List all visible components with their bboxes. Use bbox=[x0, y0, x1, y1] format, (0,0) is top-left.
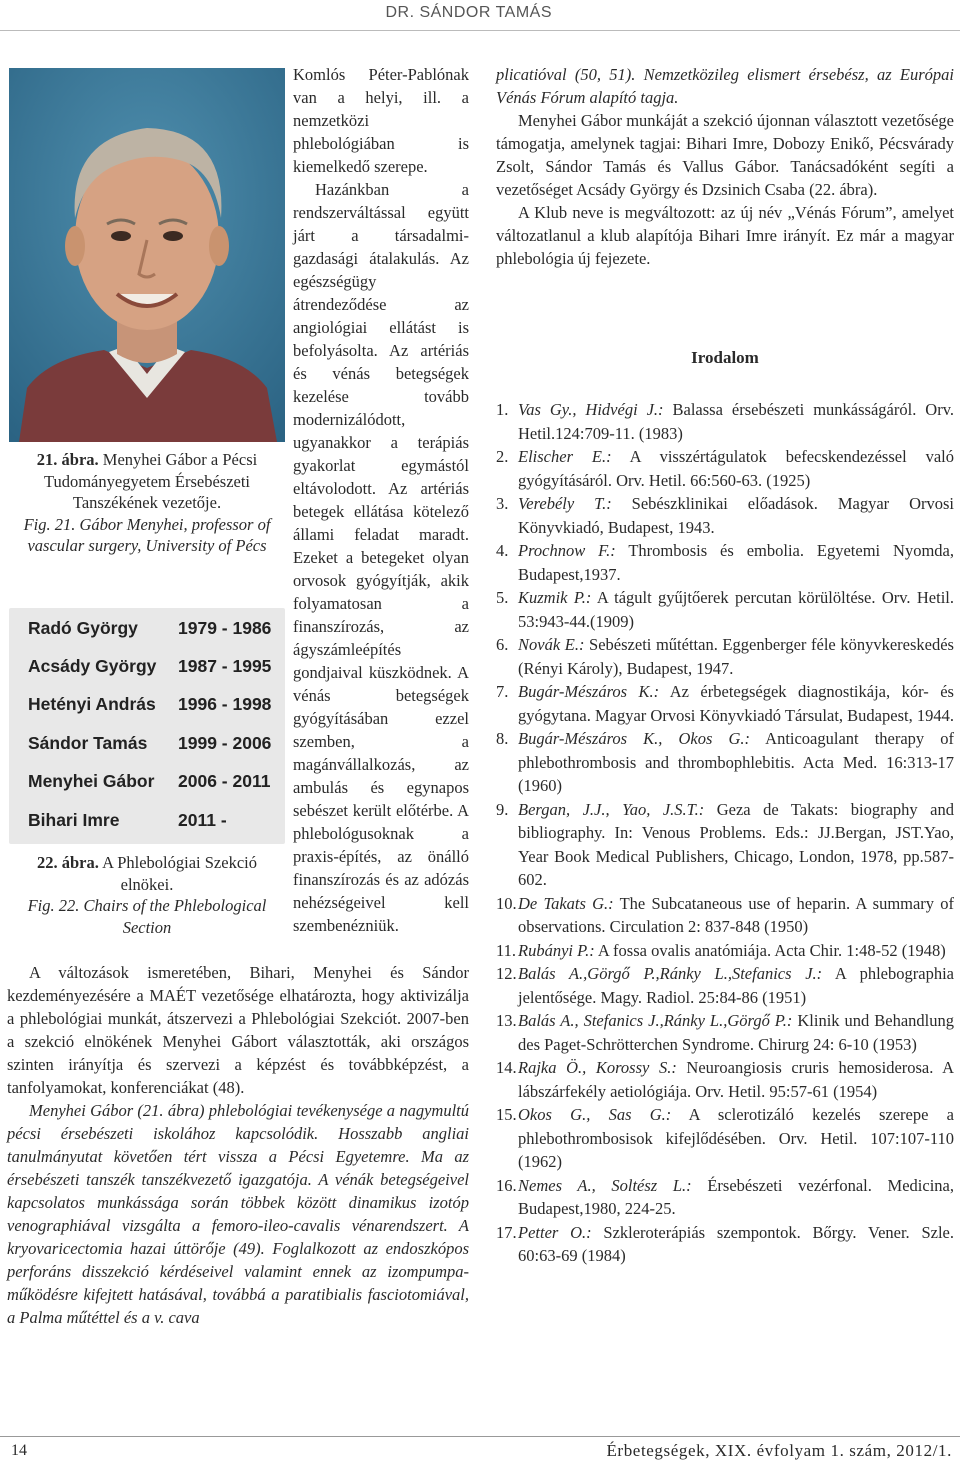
reference-number: 2. bbox=[496, 447, 509, 466]
chair-name: Radó György bbox=[28, 618, 138, 638]
reference-text: Érsebészeti vezérfonal. Medicina, Budapest,1980, 224-25. bbox=[518, 1175, 954, 1218]
reference-author: Petter O.: bbox=[518, 1222, 592, 1242]
chairs-table bbox=[9, 608, 285, 844]
reference-author: Kuzmik P.: bbox=[518, 588, 592, 607]
figure-22-text-hu: A Phlebológiai Szekció elnökei. bbox=[102, 853, 257, 894]
chair-name: Bihari Imre bbox=[28, 810, 120, 830]
reference-author: Elischer E.: bbox=[518, 447, 612, 466]
figure-22-label-en: Fig. 22. bbox=[27, 896, 80, 915]
figure-21-label-en: Fig. 21. bbox=[23, 514, 76, 534]
figure-21-text-hu: Menyhei Gábor a Pécsi Tudományegyetem Érsebészeti Tanszékének vezetője. bbox=[43, 450, 258, 512]
references-list bbox=[496, 398, 954, 1268]
reference-item bbox=[496, 1056, 954, 1103]
reference-item bbox=[496, 962, 954, 1009]
reference-number: 8. bbox=[496, 729, 509, 748]
chair-years: 1999 - 2006 bbox=[178, 733, 272, 753]
reference-item bbox=[496, 680, 954, 727]
reference-author: Balás A.,Görgő P.,Ránky L.,Stefanics J.: bbox=[518, 964, 823, 983]
chair-years: 1979 - 1986 bbox=[178, 618, 272, 638]
reference-number: 9. bbox=[496, 799, 509, 819]
reference-text: The Subcataneous use of heparin. A summary of observations. Circulation 2: 837-848 (1950) bbox=[518, 893, 955, 936]
reference-number: 6. bbox=[496, 635, 509, 654]
reference-author: Bugár-Mészáros K., Okos G.: bbox=[518, 729, 750, 748]
figure-21-label-hu: 21. ábra. bbox=[36, 450, 99, 469]
paragraph: A változások ismeretében, Bihari, Menyhei és Sándor kezdeményezésére a MAÉT vezetősége elhatározta, hogy aktivizálja a phlebológiai munkát, átszervezi a Phlebológiai Szekciót. 2007-ben a szekció elnökének Menyhei Gábort választották, aki országos szinten irányítja és szervezi a képzést és továbbképzést, a tanfolyamokat, konferenciákat (48). bbox=[7, 963, 469, 1097]
reference-item bbox=[496, 892, 954, 939]
reference-author: Bergan, J.J., Yao, J.S.T.: bbox=[518, 799, 705, 819]
journal-reference: Érbetegségek, XIX. évfolyam 1. szám, 2012/1. bbox=[606, 1441, 952, 1460]
reference-text: Sebészklinikai előadások. Magyar Orvosi Könyvkiadó, Budapest, 1943. bbox=[518, 494, 954, 537]
reference-number: 15. bbox=[496, 1105, 517, 1124]
reference-text: Anticoagulant therapy of phlebothrombosis and thrombophlebitis. Acta Med. 16:313-17 (1960) bbox=[518, 729, 954, 795]
reference-item bbox=[496, 539, 954, 586]
reference-item bbox=[496, 633, 954, 680]
running-head-author: DR. SÁNDOR TAMÁS bbox=[385, 4, 552, 21]
chair-years: 2011 - bbox=[178, 810, 227, 830]
reference-number: 16. bbox=[496, 1175, 517, 1195]
paragraph: Hazánkban a rendszerváltással együtt járt a társadalmi-gazdasági átalakulás. Az egészségügy átrendeződése az angiológiai ellátást is befolyásolta. Az artériás és vénás betegségek kezelése tovább modernizálódott, ugyanakkor a terápiás gyakorlat egymástól eltávolodott. Az artériás betegek ellátása kötelező állami feladat maradt. Ezeket a betegeket olyan orvosok gyógyítják, akik folyamatosan a finanszírozás, az ágyszámleépítés gondjaival küszködnek. A vénás betegségek gyógyításában ezzel szemben, a magánvállalkozás, az ambulás és egynapos sebészet került előtérbe. A phlebológusoknak a praxis-építés, az önálló finanszírozás és az adózás nehézségeivel kell szembenézniük. bbox=[293, 180, 469, 935]
reference-number: 10. bbox=[496, 893, 517, 913]
reference-item bbox=[496, 939, 954, 963]
paragraph: A Klub neve is megváltozott: az új név „Vénás Fórum”, amelyet változatlanul a klub alapítója Bihari Imre irányít. Ez már a magyar phlebológia új fejezete. bbox=[496, 203, 954, 268]
chair-row bbox=[9, 690, 285, 720]
reference-item bbox=[496, 727, 954, 798]
chair-name: Sándor Tamás bbox=[28, 733, 148, 753]
reference-item bbox=[496, 586, 954, 633]
chair-name: Acsády György bbox=[28, 656, 157, 676]
footer-divider bbox=[0, 1436, 960, 1437]
narrow-text-column bbox=[293, 63, 469, 937]
chair-name: Hetényi András bbox=[28, 694, 156, 714]
reference-text: Klinik und Behandlung des Paget-Schrötterchen Syndrome. Chirurg 24: 6-10 (1953) bbox=[518, 1011, 954, 1054]
reference-number: 7. bbox=[496, 682, 509, 701]
paragraph-italic: plicatióval (50, 51). Nemzetközileg elismert érsebész, az Európai Vénás Fórum alapító tagja. bbox=[496, 65, 954, 107]
reference-author: Prochnow F.: bbox=[518, 541, 616, 560]
reference-item bbox=[496, 445, 954, 492]
reference-text: A fossa ovalis anatómiája. Acta Chir. 1:48-52 (1948) bbox=[594, 940, 946, 960]
left-text-block bbox=[7, 961, 469, 1329]
portrait-illustration bbox=[9, 68, 285, 442]
chair-row bbox=[9, 652, 285, 682]
reference-number: 3. bbox=[496, 494, 509, 513]
reference-number: 13. bbox=[496, 1011, 517, 1030]
reference-item bbox=[496, 398, 954, 445]
figure-21-text-en: Gábor Menyhei, professor of vascular surgery, University of Pécs bbox=[27, 514, 271, 555]
reference-number: 5. bbox=[496, 588, 509, 607]
reference-author: Rubányi P.: bbox=[518, 940, 595, 960]
reference-author: Nemes A., Soltész L.: bbox=[518, 1175, 692, 1195]
chair-years: 1987 - 1995 bbox=[178, 656, 272, 676]
reference-item bbox=[496, 1174, 954, 1221]
figure-21-caption bbox=[9, 449, 285, 557]
reference-author: Rajka Ö., Korossy S.: bbox=[518, 1058, 677, 1077]
chair-years: 1996 - 1998 bbox=[178, 694, 272, 714]
page-number: 14 bbox=[11, 1442, 27, 1459]
figure-22-caption bbox=[9, 852, 285, 938]
reference-text: Balassa érsebészeti munkásságáról. Orv. Hetil.124:709-11. (1983) bbox=[518, 400, 954, 443]
reference-text: A phlebographia jelentősége. Magy. Radiol. 25:84-86 (1951) bbox=[518, 964, 954, 1007]
paragraph-italic: Menyhei Gábor (21. ábra) phlebológiai tevékenysége a nagymultú pécsi érsebészeti iskolához kapcsolódik. Hosszabb angliai tanulmányutat követően tért vissza a Pécsi Egyetemre. Ma az érsebészeti tanszék tanszékvezető igazgatója. A vénák betegségeivel kapcsolatos munkássága során többek között dinamikus izotóp venographiával vizsgálta a femoro-ileo-cavalis vénarendszert. A kryovaricectomia hazai úttörője (49). Foglalkozott az endoszkópos perforáns disszekció kérdéseivel valamint ennek az izompumpa-működésre kifejtett hatásával, továbbá a paratibialis fasciotomiával, a Palma műtéttel és a v. cava bbox=[7, 1101, 469, 1327]
reference-number: 1. bbox=[496, 400, 509, 419]
reference-item bbox=[496, 798, 954, 892]
reference-item bbox=[496, 1221, 954, 1268]
reference-text: Az érbetegségek diagnostikája, kór- és gyógytana. Magyar Orvosi Könyvkiadó Társulat, Budapest, 1944. bbox=[518, 682, 954, 725]
reference-number: 17. bbox=[496, 1222, 517, 1242]
chair-row bbox=[9, 729, 285, 759]
chair-row bbox=[9, 767, 285, 797]
reference-author: Vas Gy., Hidvégi J.: bbox=[518, 400, 664, 419]
reference-text: Thrombosis és embolia. Egyetemi Nyomda, Budapest,1937. bbox=[518, 541, 954, 584]
reference-number: 12. bbox=[496, 964, 517, 983]
reference-author: Okos G., Sas G.: bbox=[518, 1105, 672, 1124]
reference-author: Balás A., Stefanics J.,Ránky L.,Görgő P.: bbox=[518, 1011, 793, 1030]
chair-name: Menyhei Gábor bbox=[28, 771, 155, 791]
chair-row bbox=[9, 806, 285, 836]
reference-text: Neuroangiosis cruris hemosiderosa. A lábszárfekély aetiológiája. Orv. Hetil. 95:57-61 (1954) bbox=[518, 1058, 954, 1101]
reference-text: Geza de Takats: biography and bibliography. In: Venous Problems. Eds.: JJ.Bergan, JST.Yao, Year Book Medical Publishers, Chicago, London, 1978, pp.587-602. bbox=[518, 799, 954, 889]
reference-number: 11. bbox=[496, 940, 517, 960]
paragraph: Komlós Péter-Pablónak van a helyi, ill. a nemzetközi phlebológiában is kiemelkedő szerepe. bbox=[293, 65, 469, 176]
reference-text: A sclerotizáló kezelés szerepe a phlebothrombosisok kifejlődésében. Orv. Hetil. 107:107-110 (1962) bbox=[518, 1105, 954, 1171]
reference-text: Sebészeti műtéttan. Eggenberger féle könyvkereskedés (Rényi Károly), Budapest, 1947. bbox=[518, 635, 954, 678]
reference-author: Bugár-Mészáros K.: bbox=[518, 682, 660, 701]
reference-item bbox=[496, 1009, 954, 1056]
figure-22-text-en: Chairs of the Phlebological Section bbox=[83, 896, 267, 937]
right-text-block bbox=[496, 63, 954, 270]
chair-years: 2006 - 2011 bbox=[178, 771, 271, 791]
reference-number: 14. bbox=[496, 1058, 517, 1077]
references-heading: Irodalom bbox=[691, 348, 759, 367]
reference-text: A tágult gyűjtőerek percutan körülöltése. Orv. Hetil. 53:943-44.(1909) bbox=[518, 588, 954, 631]
header-divider bbox=[0, 30, 960, 31]
reference-text: A visszértágulatok befecskendezéssel való gyógyításáról. Orv. Hetil. 66:560-63. (1925) bbox=[518, 447, 955, 490]
reference-item bbox=[496, 1103, 954, 1174]
reference-number: 4. bbox=[496, 541, 509, 560]
paragraph: Menyhei Gábor munkáját a szekció újonnan választott vezetősége támogatja, amelynek tagjai: Bihari Imre, Dobozy Enikő, Pécsvárady Zsolt, Sándor Tamás és Vallus Gábor. Tanácsadóként segíti a vezetőséget Acsády György és Dzsinich Csaba (22. ábra). bbox=[496, 111, 954, 199]
reference-author: Novák E.: bbox=[518, 635, 585, 654]
chair-row bbox=[9, 614, 285, 644]
portrait-photo bbox=[9, 68, 285, 442]
reference-author: De Takats G.: bbox=[518, 893, 614, 913]
reference-text: Szkleroterápiás szempontok. Bőrgy. Vener. Szle. 60:63-69 (1984) bbox=[518, 1222, 954, 1265]
reference-author: Verebély T.: bbox=[518, 494, 612, 513]
figure-22-label-hu: 22. ábra. bbox=[37, 853, 99, 872]
reference-item bbox=[496, 492, 954, 539]
